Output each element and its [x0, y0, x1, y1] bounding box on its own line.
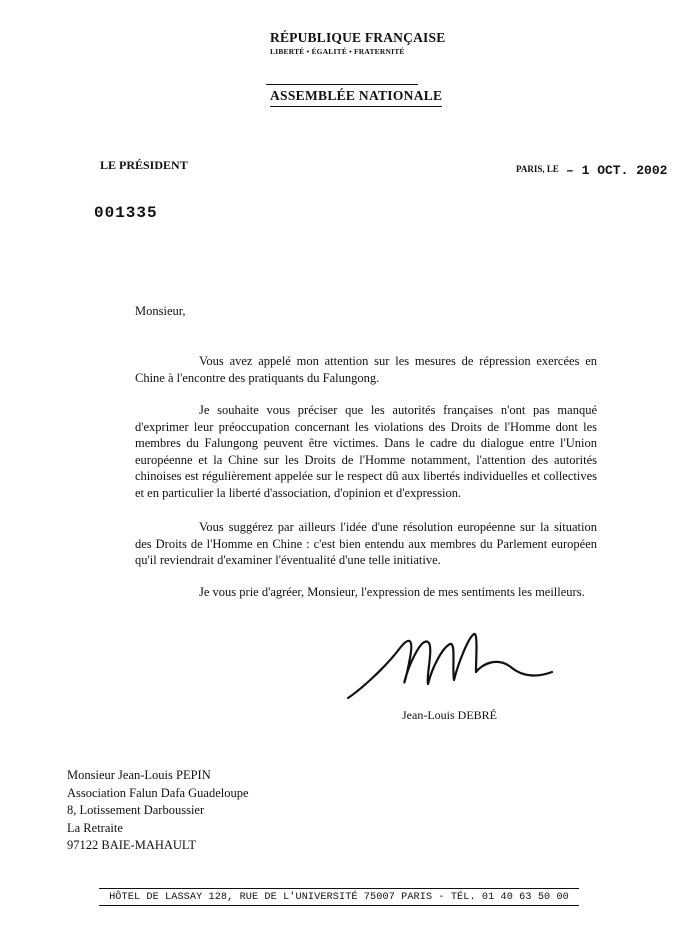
- address-line: La Retraite: [67, 820, 123, 835]
- republic-motto: LIBERTÉ • ÉGALITÉ • FRATERNITÉ: [270, 47, 405, 56]
- letter-paragraph: Vous suggérez par ailleurs l'idée d'une résolution européenne sur la situation des Droits de l'Homme en Chine : c'est bien entendu aux membres du Parlement européen qu'il reviendrait d'examiner l'éventualité d'une telle initiative.: [135, 520, 597, 568]
- assembly-name: ASSEMBLÉE NATIONALE: [270, 88, 442, 107]
- letter-paragraph: Vous avez appelé mon attention sur les mesures de répression exercées en Chine à l'encontre des pratiquants du Falungong.: [135, 354, 597, 385]
- letter-paragraph: Je vous prie d'agréer, Monsieur, l'expression de mes sentiments les meilleurs.: [199, 585, 585, 599]
- address-line: Association Falun Dafa Guadeloupe: [67, 785, 249, 800]
- address-line: 8, Lotissement Darboussier: [67, 803, 205, 817]
- footer-address: HÔTEL DE LASSAY 128, RUE DE L'UNIVERSITÉ 75007 PARIS - TÉL. 01 40 63 50 00: [99, 888, 579, 906]
- recipient-address: [67, 767, 249, 855]
- reference-number: 001335: [94, 204, 158, 222]
- salutation: Monsieur,: [135, 304, 186, 318]
- address-line: 97122 BAIE-MAHAULT: [67, 838, 197, 852]
- date-stamp: – 1 OCT. 2002: [566, 163, 668, 178]
- date-place: PARIS, LE: [516, 164, 559, 174]
- letterhead-rule: [266, 84, 418, 85]
- letter-paragraph: Je souhaite vous préciser que les autorités françaises n'ont pas manqué d'exprimer leur préoccupation concernant les violations des Droits de l'Homme dont les membres du Falungong peuvent être victimes. Dans le cadre du dialogue entre l'Union européenne et la Chine sur les Droits de l'Homme notamment, l'attention des autorités chinoises est régulièrement appelée sur le respect dû aux libertés individuelles et collectives et en particulier la liberté d'association, d'opinion et d'expression.: [135, 403, 597, 500]
- handwritten-signature: [340, 628, 555, 706]
- address-line: Monsieur Jean-Louis PEPIN: [67, 768, 211, 782]
- signer-name: Jean-Louis DEBRÉ: [402, 708, 497, 722]
- sender-title: LE PRÉSIDENT: [100, 158, 188, 172]
- republic-title: RÉPUBLIQUE FRANÇAISE: [270, 30, 446, 45]
